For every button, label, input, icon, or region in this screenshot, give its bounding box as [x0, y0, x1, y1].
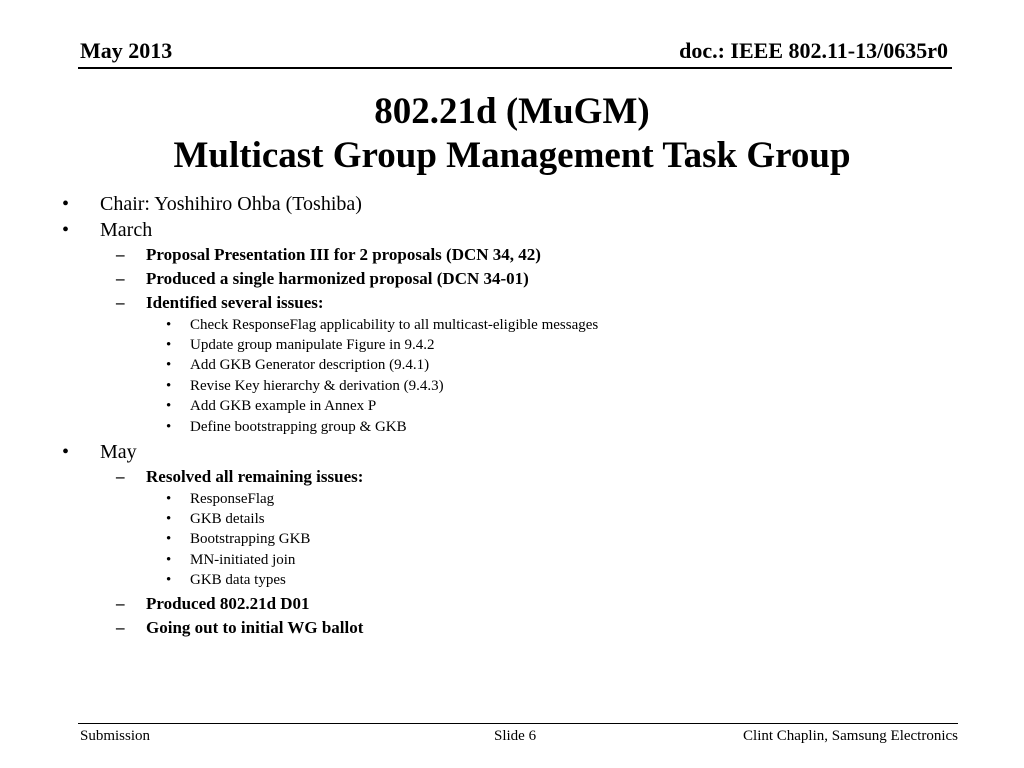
- bullet-marker: •: [166, 378, 172, 394]
- footer-slide-number: Slide 6: [494, 728, 537, 744]
- footer-submission: Submission: [80, 728, 151, 744]
- bullet-marker: •: [166, 419, 172, 435]
- issue-item: Add GKB example in Annex P: [190, 398, 377, 414]
- dash-marker: –: [116, 594, 125, 613]
- footer-author: Clint Chaplin, Samsung Electronics: [743, 728, 958, 744]
- dash-marker: –: [116, 293, 125, 312]
- dash-marker: –: [116, 269, 125, 288]
- bullet-marker: •: [62, 441, 70, 463]
- issue-item: Update group manipulate Figure in 9.4.2: [190, 337, 435, 353]
- bullet-marker: •: [166, 531, 172, 547]
- march-item: Identified several issues:: [146, 293, 324, 312]
- bullet-marker: •: [62, 193, 70, 215]
- resolved-item: GKB data types: [190, 572, 286, 588]
- issue-item: Revise Key hierarchy & derivation (9.4.3): [190, 378, 444, 394]
- bullet-marker: •: [166, 491, 172, 507]
- bullet-marker: •: [166, 337, 172, 353]
- bullet-march: March: [100, 219, 153, 241]
- slide-title: [0, 90, 1024, 178]
- bullet-marker: •: [62, 219, 70, 241]
- title-line-1: 802.21d (MuGM): [374, 91, 650, 132]
- march-item: Proposal Presentation III for 2 proposals (DCN 34, 42): [146, 245, 541, 264]
- issue-item: Add GKB Generator description (9.4.1): [190, 357, 430, 373]
- title-line-2: Multicast Group Management Task Group: [173, 135, 851, 176]
- may-item: Resolved all remaining issues:: [146, 467, 364, 486]
- resolved-item: GKB details: [190, 511, 265, 527]
- may-item: Produced 802.21d D01: [146, 594, 310, 613]
- dash-marker: –: [116, 245, 125, 264]
- resolved-item: ResponseFlag: [190, 491, 275, 507]
- may-item: Going out to initial WG ballot: [146, 618, 364, 637]
- dash-marker: –: [116, 467, 125, 486]
- header-date: May 2013: [80, 38, 173, 63]
- resolved-item: Bootstrapping GKB: [190, 531, 311, 547]
- bullet-marker: •: [166, 357, 172, 373]
- bullet-may: May: [100, 441, 137, 463]
- march-item: Produced a single harmonized proposal (DCN 34-01): [146, 269, 529, 288]
- issue-item: Check ResponseFlag applicability to all multicast-eligible messages: [190, 317, 599, 333]
- dash-marker: –: [116, 618, 125, 637]
- header-rule: [78, 67, 952, 69]
- bullet-chair: Chair: Yoshihiro Ohba (Toshiba): [100, 193, 362, 215]
- bullet-marker: •: [166, 317, 172, 333]
- footer-rule: [78, 723, 958, 724]
- bullet-marker: •: [166, 398, 172, 414]
- header-doc-id: doc.: IEEE 802.11-13/0635r0: [679, 38, 948, 63]
- bullet-marker: •: [166, 572, 172, 588]
- issue-item: Define bootstrapping group & GKB: [190, 419, 407, 435]
- bullet-marker: •: [166, 511, 172, 527]
- resolved-item: MN-initiated join: [190, 552, 296, 568]
- bullet-marker: •: [166, 552, 172, 568]
